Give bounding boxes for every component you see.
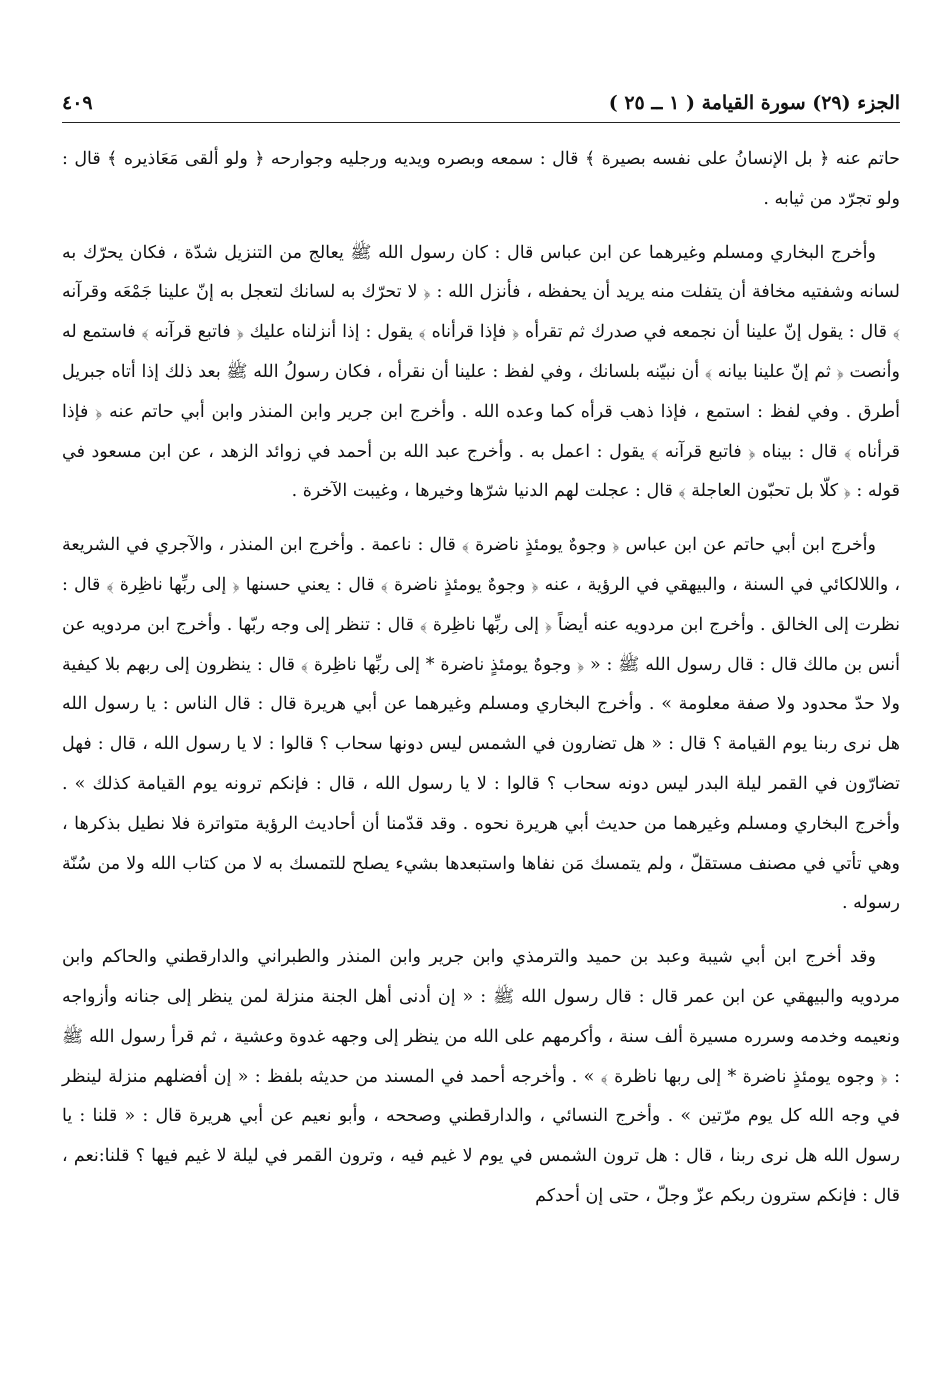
paragraph-1: حاتم عنه ﴿ بل الإنسانُ على نفسه بصيرة ﴾ قال : سمعه وبصره ويديه ورجليه وجوارحه ﴿ ولو ألقى مَعَاذيره ﴾ قال : ولو تجرّد من ثيابه . [62, 149, 900, 209]
paragraph-3: وأخرج ابن أبي حاتم عن ابن عباس ﴿ وجوهٌ يومئذٍ ناضرة ﴾ قال : ناعمة . وأخرج ابن المنذر ، والآجري في الشريعة ، واللالكائي في السنة ، والبيهقي في الرؤية ، عنه ﴿ وجوهٌ يومئذٍ ناضرة ﴾ قال : يعني حسنها ﴿ إلى ربِّها ناظِرة ﴾ قال : نظرت إلى الخالق . وأخرج ابن مردويه عنه أيضاً ﴿ إلى ربِّها ناظِرة ﴾ قال : تنظر إلى وجه ربّها . وأخرج ابن مردويه عن أنس بن مالك قال : قال رسول الله ﷺ : « ﴿ وجوهٌ يومئذٍ ناضرة * إلى ربِّها ناظِرة ﴾ قال : ينظرون إلى ربهم بلا كيفية ولا حدّ محدود ولا صفة معلومة » . وأخرج البخاري ومسلم وغيرهما عن أبي هريرة قال : قال الناس : يا رسول الله هل نرى ربنا يوم القيامة ؟ قال : « هل تضارون في الشمس ليس دونها سحاب ؟ قالوا : لا يا رسول الله ، قال : فهل تضارّون في القمر ليلة البدر ليس دونه سحاب ؟ قالوا : لا يا رسول الله ، قال : فإنكم ترونه يوم القيامة كذلك » . وأخرج البخاري ومسلم وغيرهما من حديث أبي هريرة نحوه . وقد قدّمنا أن أحاديث الرؤية متواترة فلا نطيل بذكرها ، وهي تأتي في مصنف مستقلّ ، ولم يتمسك مَن نفاها واستبعدها بشيء يصلح للتمسك به لا من كتاب الله ولا من سُنّة رسوله . [62, 535, 900, 914]
page-number: ٤٠٩ [62, 92, 93, 114]
running-title: الجزء (٢٩) سورة القيامة ( ١ ــ ٢٥ ) [608, 92, 900, 114]
paragraph-4: وقد أخرج ابن أبي شيبة وعبد بن حميد والترمذي وابن جرير وابن المنذر والطبراني والدارقطني والحاكم وابن مردويه والبيهقي عن ابن عمر قال : قال رسول الله ﷺ : « إن أدنى أهل الجنة منزلة لمن ينظر إلى جنانه وأزواجه ونعيمه وخدمه وسرره مسيرة ألف سنة ، وأكرمهم على الله من ينظر إلى وجهه غدوة وعشية ، ثم قرأ رسول الله ﷺ : ﴿ وجوه يومئذٍ ناضرة * إلى ربها ناظرة ﴾ » . وأخرجه أحمد في المسند من حديثه بلفظ : « إن أفضلهم منزلة لينظر في وجه الله كل يوم مرّتين » . وأخرج النسائي ، والدارقطني وصححه ، وأبو نعيم عن أبي هريرة قال : « قلنا : يا رسول الله هل نرى ربنا ، قال : هل ترون الشمس في يوم لا غيم فيه ، وترون القمر في ليلة لا غيم فيها ؟ قلنا:نعم ، قال : فإنكم سترون ربكم عزّ وجلّ ، حتى إن أحدكم [62, 947, 900, 1206]
paragraph-2: وأخرج البخاري ومسلم وغيرهما عن ابن عباس قال : كان رسول الله ﷺ يعالج من التنزيل شدّة ، فكان يحرّك به لسانه وشفتيه مخافة أن يتفلت منه يريد أن يحفظه ، فأنزل الله : ﴿ لا تحرّك به لسانك لتعجل به إنّ علينا جَمْعَه وقرآنه ﴾ قال : يقول إنّ علينا أن نجمعه في صدرك ثم تقرأه ﴿ فإذا قرأناه ﴾ يقول : إذا أنزلناه عليك ﴿ فاتبع قرآنه ﴾ فاستمع له وأنصت ﴿ ثم إنّ علينا بيانه ﴾ أن نبيّنه بلسانك ، وفي لفظ : علينا أن نقرأه ، فكان رسولُ الله ﷺ بعد ذلك إذا أتاه جبريل أطرق . وفي لفظ : استمع ، فإذا ذهب قرأه كما وعده الله . وأخرج ابن جرير وابن المنذر وابن أبي حاتم عنه ﴿ فإذا قرأناه ﴾ قال : بيناه ﴿ فاتبع قرآنه ﴾ يقول : اعمل به . وأخرج عبد الله بن أحمد في زوائد الزهد ، عن ابن مسعود في قوله : ﴿ كلّا بل تحبّون العاجلة ﴾ قال : عجلت لهم الدنيا شرّها وخيرها ، وغيبت الآخرة . [62, 242, 900, 502]
page-header [62, 88, 900, 123]
page-body [62, 140, 900, 1231]
